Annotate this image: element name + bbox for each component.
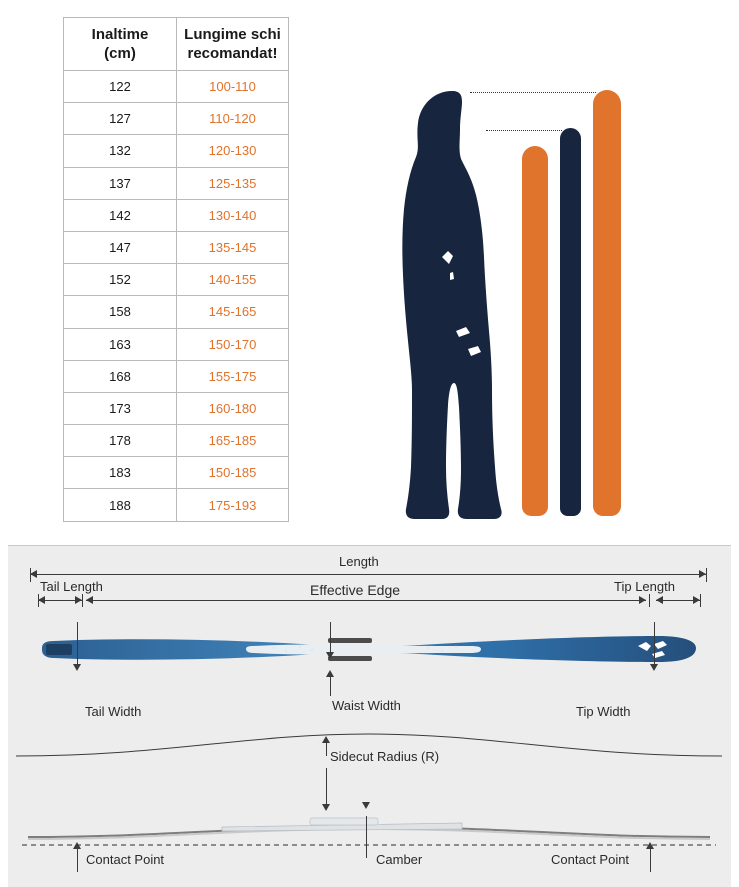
cell-height: 122 (64, 71, 177, 103)
length-arrow-right (699, 570, 706, 578)
tip-width-line (654, 622, 655, 666)
tail-length-arrow-right (75, 596, 82, 604)
cell-height: 152 (64, 264, 177, 296)
column-header-height (64, 18, 177, 71)
ski-long (593, 90, 621, 516)
label-contact-point-right: Contact Point (551, 852, 630, 867)
camber-arrow (362, 802, 370, 809)
effective-edge-arrow-right (639, 596, 646, 604)
cell-height: 158 (64, 296, 177, 328)
cell-height: 132 (64, 135, 177, 167)
tail-length-tick-left (38, 594, 39, 607)
label-tip-length: Tip Length (614, 579, 675, 594)
cell-ski-length: 145-165 (177, 296, 289, 328)
table-row (64, 199, 289, 231)
camber-line (366, 816, 367, 858)
ski-size-table (63, 17, 289, 522)
cell-ski-length: 125-135 (177, 167, 289, 199)
table-row (64, 167, 289, 199)
waist-width-arrow-bottom (326, 670, 334, 677)
length-arrow-left (30, 570, 37, 578)
cell-ski-length: 130-140 (177, 199, 289, 231)
effective-edge-tick-right (649, 594, 650, 607)
table-row (64, 135, 289, 167)
length-dimension-line (30, 574, 706, 575)
label-tail-length: Tail Length (40, 579, 103, 594)
cell-height: 183 (64, 457, 177, 489)
label-waist-width: Waist Width (332, 698, 401, 713)
table-row (64, 392, 289, 424)
label-camber: Camber (376, 852, 423, 867)
waist-width-line-bottom (330, 674, 331, 696)
table-row (64, 296, 289, 328)
label-effective-edge: Effective Edge (310, 582, 401, 598)
cell-height: 178 (64, 425, 177, 457)
label-tail-width: Tail Width (85, 704, 142, 719)
cell-height: 147 (64, 231, 177, 263)
sidecut-arrow-up (322, 736, 330, 743)
contact-point-right-line (650, 846, 651, 872)
length-tick-right (706, 568, 707, 582)
cell-ski-length: 120-130 (177, 135, 289, 167)
cell-height: 188 (64, 489, 177, 521)
table-row (64, 425, 289, 457)
effective-edge-tick-left (82, 594, 83, 607)
cell-height: 163 (64, 328, 177, 360)
cell-ski-length: 165-185 (177, 425, 289, 457)
cell-ski-length: 175-193 (177, 489, 289, 521)
table-row (64, 231, 289, 263)
ski-top-view-graphic (38, 634, 700, 678)
column-header-height-line1: Inaltime (91, 26, 149, 43)
cell-ski-length: 140-155 (177, 264, 289, 296)
table-row (64, 264, 289, 296)
tip-length-arrow-left (656, 596, 663, 604)
waist-width-arrow-top (326, 652, 334, 659)
cell-height: 168 (64, 360, 177, 392)
column-header-ski-length (177, 18, 289, 71)
cell-ski-length: 150-185 (177, 457, 289, 489)
label-sidecut-radius: Sidecut Radius (R) (330, 749, 440, 764)
table-header-row (64, 18, 289, 71)
tip-length-arrow-right (693, 596, 700, 604)
table-row (64, 360, 289, 392)
tail-width-arrow (73, 664, 81, 671)
column-header-ski-length-line2: recomandat! (187, 45, 278, 62)
cell-height: 137 (64, 167, 177, 199)
cell-height: 173 (64, 392, 177, 424)
ski-mid (560, 128, 581, 516)
skier-and-skis-figure (370, 70, 710, 520)
tip-length-tick-right (700, 594, 701, 607)
measure-line-short (486, 130, 562, 131)
table-row (64, 103, 289, 135)
cell-height: 127 (64, 103, 177, 135)
waist-width-line-top (330, 622, 331, 654)
cell-ski-length: 150-170 (177, 328, 289, 360)
cell-ski-length: 135-145 (177, 231, 289, 263)
table-row (64, 489, 289, 521)
table-row (64, 71, 289, 103)
length-tick-left (30, 568, 31, 582)
label-contact-point-left: Contact Point (86, 852, 165, 867)
effective-edge-line (86, 600, 646, 601)
table-row (64, 457, 289, 489)
cell-ski-length: 110-120 (177, 103, 289, 135)
tail-length-arrow-left (38, 596, 45, 604)
cell-ski-length: 155-175 (177, 360, 289, 392)
contact-point-left-line (77, 846, 78, 872)
measure-line-tall (470, 92, 596, 93)
effective-edge-arrow-left (86, 596, 93, 604)
cell-height: 142 (64, 199, 177, 231)
ski-short (522, 146, 548, 516)
tail-width-line (77, 622, 78, 666)
cell-ski-length: 100-110 (177, 71, 289, 103)
table-row (64, 328, 289, 360)
cell-ski-length: 160-180 (177, 392, 289, 424)
ski-anatomy-panel (8, 545, 731, 887)
label-length: Length (339, 554, 379, 569)
column-header-ski-length-line1: Lungime schi (184, 26, 281, 43)
contact-point-right-arrow (646, 842, 654, 849)
label-tip-width: Tip Width (576, 704, 631, 719)
column-header-height-line2: (cm) (104, 45, 136, 62)
contact-point-left-arrow (73, 842, 81, 849)
tip-width-arrow (650, 664, 658, 671)
skier-silhouette-icon (390, 85, 510, 525)
